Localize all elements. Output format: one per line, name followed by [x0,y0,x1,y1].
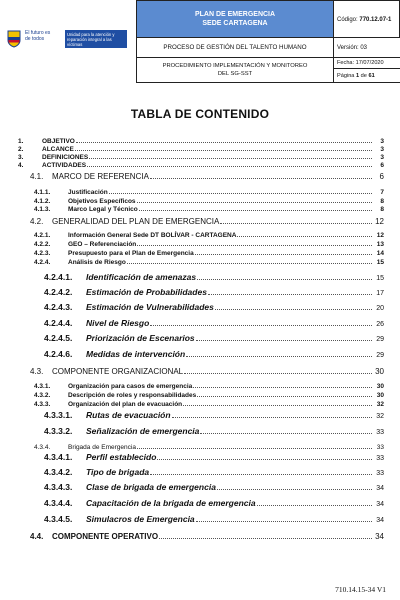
toc-entry-page: 34 [376,500,384,508]
logo-badge: Unidad para la atención y reparación integral a las víctimas [65,30,127,48]
toc-entry-page: 33 [376,428,384,436]
toc-entry-number: 4.3.4.2. [44,466,73,477]
toc-leader-dots [75,150,372,151]
toc-entry-label: MARCO DE REFERENCIA [52,172,149,181]
toc-entry-page: 14 [376,250,384,257]
toc-entry-number: 4.2.4.1. [44,271,73,282]
toc-entry[interactable] [0,268,384,282]
toc-leader-dots [220,223,372,224]
document-header [0,0,400,84]
toc-entry-page: 8 [380,198,384,205]
toc-entry-page: 20 [376,304,384,312]
toc-entry-label: COMPONENTE OPERATIVO [52,532,159,541]
toc-entry[interactable] [0,329,384,343]
toc-entry[interactable] [0,364,384,376]
page-total: 61 [368,73,375,79]
toc-entry-label: Clase de brigada de emergencia [86,481,216,492]
toc-entry-label: DEFINICIONES [42,154,89,161]
toc-entry-number: 4.2.3. [34,250,51,257]
toc-entry[interactable] [0,448,384,462]
toc-entry-label: Objetivos Específicos [68,198,136,205]
document-metadata [333,0,400,83]
toc-entry-number: 1. [18,138,24,145]
toc-entry-page: 29 [376,335,384,343]
toc-leader-dots [186,356,372,357]
procedure-line-2: DEL SG-SST [217,71,253,77]
page-label: Página [337,73,355,79]
toc-entry-number: 3. [18,154,24,161]
toc-entry[interactable] [0,314,384,328]
toc-entry-page: 32 [376,412,384,420]
toc-entry[interactable] [0,494,384,508]
toc-entry[interactable] [0,391,384,400]
toc-entry-page: 8 [380,206,384,213]
code-label: Código: [337,17,358,23]
toc-entry-number: 4.1.3. [34,206,51,213]
toc-entry[interactable] [0,422,384,436]
page-of: de [360,73,367,79]
toc-entry-number: 4.2.4.3. [44,301,73,312]
toc-entry[interactable] [0,231,384,240]
toc-entry-number: 4.2.4.2. [44,286,73,297]
toc-entry-page: 26 [376,320,384,328]
toc-entry[interactable] [0,406,384,420]
toc-leader-dots [257,505,372,506]
toc-entry[interactable] [0,240,384,249]
toc-entry-number: 4.4. [30,532,44,541]
footer-code: 710.14.15-34 V1 [335,585,386,594]
title-line-2: SEDE CARTAGENA [202,20,268,27]
toc-leader-dots [172,417,372,418]
institution-logo [7,30,129,52]
toc-entry[interactable] [0,249,384,258]
toc-entry-label: Priorización de Escenarios [86,332,195,343]
toc-entry-number: 4.3.3.1. [44,409,73,420]
toc-entry[interactable] [0,214,384,226]
toc-entry-label: ACTIVIDADES [42,162,87,169]
toc-entry-label: Presupuesto para el Plan de Emergencia [68,250,194,257]
document-date: Fecha: 17/07/2020 [333,58,400,69]
toc-entry-label: Análisis de Riesgo [68,259,126,266]
toc-leader-dots [76,142,372,143]
toc-entry-number: 4.2.1. [34,232,51,239]
toc-leader-dots [200,433,372,434]
toc-entry-label: COMPONENTE ORGANIZACIONAL [52,367,184,376]
toc-leader-dots [150,325,372,326]
toc-entry[interactable] [0,137,384,145]
toc-entry[interactable] [0,510,384,524]
colombia-shield-icon [7,30,21,48]
toc-entry[interactable] [0,298,384,312]
toc-entry-page: 30 [376,392,384,399]
toc-leader-dots [137,202,372,203]
toc-entry-label: Descripción de roles y responsabilidades [68,392,197,399]
toc-leader-dots [215,309,372,310]
toc-entry-page: 30 [375,367,384,376]
toc-entry-label: GEO – Referenciación [68,241,137,248]
toc-entry-page: 3 [380,146,384,153]
toc-leader-dots [150,178,372,179]
toc-entry-number: 4.3. [30,367,44,376]
procedure-name [136,58,334,83]
toc-entry-number: 4.2.4.6. [44,348,73,359]
toc-entry[interactable] [0,169,384,181]
toc-entry-page: 3 [380,138,384,145]
toc-leader-dots [89,158,372,159]
toc-entry-number: 4.3.4.4. [44,497,73,508]
toc-entry[interactable] [0,258,384,267]
toc-entry-label: Identificación de amenazas [86,271,197,282]
toc-entry-page: 29 [376,351,384,359]
toc-leader-dots [87,166,372,167]
process-name: PROCESO DE GESTIÓN DEL TALENTO HUMANO [136,38,334,58]
toc-entry-label: Marco Legal y Técnico [68,206,138,213]
toc-entry-label: Tipo de brigada [86,466,150,477]
toc-entry-number: 4.1.1. [34,189,51,196]
document-code [333,0,400,38]
toc-entry-label: Capacitación de la brigada de emergencia [86,497,256,508]
toc-entry-number: 4.3.4. [34,444,51,451]
toc-entry-number: 4.2.2. [34,241,51,248]
toc-entry-page: 12 [375,217,384,226]
toc-entry-page: 33 [376,454,384,462]
toc-entry[interactable] [0,145,384,153]
toc-leader-dots [127,263,372,264]
toc-entry-number: 4.1.2. [34,198,51,205]
procedure-line-1: PROCEDIMIENTO IMPLEMENTACIÓN Y MONITOREO [162,63,308,69]
toc-entry-page: 3 [380,154,384,161]
toc-leader-dots [150,474,372,475]
toc-leader-dots [137,245,372,246]
toc-entry-page: 34 [376,484,384,492]
toc-leader-dots [159,538,372,539]
toc-entry-page: 34 [376,516,384,524]
toc-entry-page: 7 [380,189,384,196]
toc-entry-label: Nivel de Riesgo [86,317,150,328]
toc-entry-number: 2. [18,146,24,153]
toc-entry-page: 17 [376,289,384,297]
toc-leader-dots [196,521,372,522]
toc-entry-label: Información General Sede DT BOLÍVAR - CARTAGENA [68,232,237,239]
document-version: Versión: 03 [333,38,400,58]
toc-entry-label: Señalización de emergencia [86,425,200,436]
toc-entry[interactable] [0,382,384,391]
toc-leader-dots [208,294,372,295]
code-value: 770.12.07-1 [359,17,392,23]
toc-entry-page: 33 [376,469,384,477]
toc-entry-page: 6 [379,172,384,181]
toc-entry-page: 32 [376,401,384,408]
toc-entry[interactable] [0,478,384,492]
toc-entry-label: Justificación [68,189,108,196]
document-title [136,0,334,38]
toc-entry-label: Brigada de Emergencia [68,444,136,451]
toc-entry-page: 6 [380,162,384,169]
toc-leader-dots [193,387,372,388]
toc-entry[interactable] [0,529,384,541]
toc-entry-number: 4.1. [30,172,44,181]
toc-entry-label: Estimación de Vulnerabilidades [86,301,214,312]
toc-entry-label: Simulacros de Emergencia [86,513,195,524]
toc-entry-number: 4.2. [30,217,44,226]
toc-entry-number: 4.2.4. [34,259,51,266]
toc-entry[interactable] [0,283,384,297]
toc-entry-number: 4.3.2. [34,392,51,399]
toc-entry-page: 34 [375,532,384,541]
toc-entry-label: Organización para casos de emergencia [68,383,193,390]
toc-entry-number: 4.3.4.3. [44,481,73,492]
toc-leader-dots [139,210,372,211]
toc-entry-label: Medidas de intervención [86,348,186,359]
toc-leader-dots [184,373,372,374]
toc-entry-label: Organización del plan de evacuación [68,401,183,408]
toc-entry-number: 4.3.4.1. [44,451,73,462]
toc-entry[interactable] [0,463,384,477]
toc-entry[interactable] [0,205,384,214]
toc-leader-dots [196,340,372,341]
toc-title: TABLA DE CONTENIDO [130,107,270,121]
toc-entry-number: 4.2.4.4. [44,317,73,328]
page-number: 1 [355,73,360,79]
toc-leader-dots [195,254,372,255]
toc-entry-page: 15 [376,259,384,266]
toc-entry[interactable] [0,345,384,359]
toc-leader-dots [197,279,372,280]
toc-entry-label: Rutas de evacuación [86,409,171,420]
toc-leader-dots [157,459,372,460]
toc-entry-number: 4.3.4.5. [44,513,73,524]
toc-entry-number: 4.3.3.2. [44,425,73,436]
toc-entry-page: 30 [376,383,384,390]
logo-slogan: El futuro es de todos [25,30,51,42]
toc-leader-dots [217,489,372,490]
toc-entry-number: 4. [18,162,24,169]
toc-entry-page: 12 [376,232,384,239]
title-line-1: PLAN DE EMERGENCIA [194,11,276,18]
toc-entry-label: GENERALIDAD DEL PLAN DE EMERGENCIA [52,217,220,226]
toc-entry-label: Perfil establecido [86,451,157,462]
page-indicator [333,69,400,83]
toc-entry-number: 4.3.1. [34,383,51,390]
toc-entry-page: 33 [376,444,384,451]
logo-cell [0,0,135,82]
toc-leader-dots [109,193,372,194]
toc-entry-page: 15 [376,274,384,282]
toc-leader-dots [237,236,372,237]
toc-entry-number: 4.2.4.5. [44,332,73,343]
toc-entry-label: Estimación de Probabilidades [86,286,207,297]
toc-entry-label: ALCANCE [42,146,74,153]
toc-leader-dots [197,396,372,397]
toc-entry[interactable] [0,153,384,161]
toc-entry-page: 13 [376,241,384,248]
toc-entry-label: OBJETIVO [42,138,75,145]
toc-entry[interactable] [0,188,384,197]
toc-entry[interactable] [0,161,384,169]
toc-entry-number: 4.3.3. [34,401,51,408]
